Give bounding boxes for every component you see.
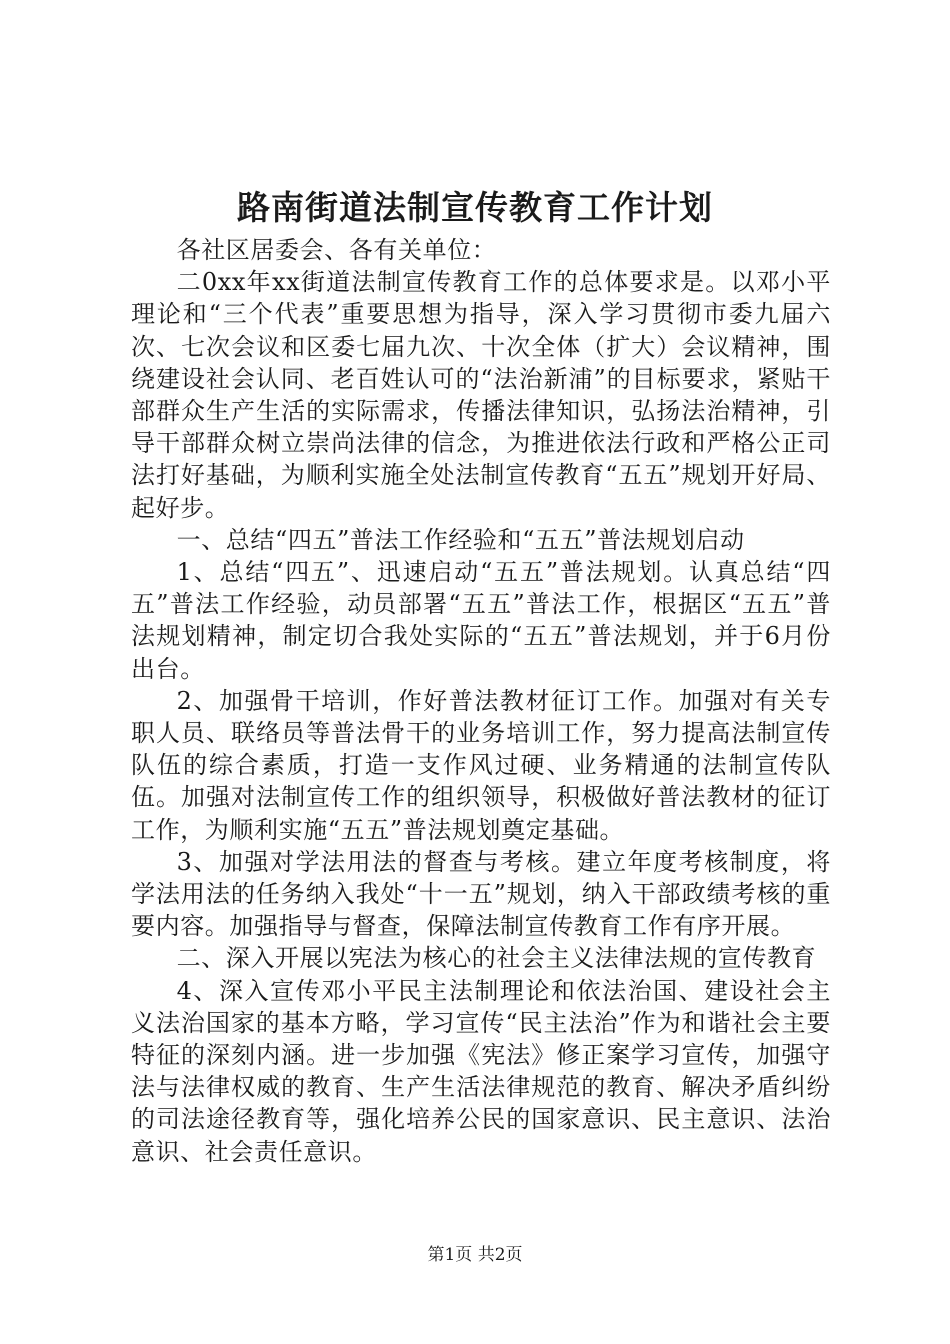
document-title: 路南街道法制宣传教育工作计划: [237, 188, 713, 227]
salutation: 各社区居委会、各有关单位：: [176, 236, 497, 264]
section-heading-1: 一、总结“四五”普法工作经验和“五五”普法规划启动: [176, 525, 745, 554]
paragraph-general-requirements: 二0xx年xx街道法制宣传教育工作的总体要求是。以邓小平理论和“三个代表”重要思想为指导，深入学习贯彻市委九届六次、七次会议和区委七届九次、十次全体（扩大）会议精神，围绕建设社会认同、老百姓认可的“法治新浦”的目标要求，紧贴干部群众生产生活的实际需求，传播法律知识，弘扬法治精神，引导干部群众树立崇尚法律的信念，为推进依法行政和严格公正司法打好基础，为顺利实施全处法制宣传教育“五五”规划开好局、起好步。: [131, 268, 831, 522]
paragraph-item-3: 3、加强对学法用法的督查与考核。建立年度考核制度，将学法用法的任务纳入我处“十一五”规划，纳入干部政绩考核的重要内容。加强指导与督查，保障法制宣传教育工作有序开展。: [131, 847, 831, 941]
paragraph-item-2: 2、加强骨干培训，作好普法教材征订工作。加强对有关专职人员、联络员等普法骨干的业务培训工作，努力提高法制宣传队伍的综合素质，打造一支作风过硬、业务精通的法制宣传队伍。加强对法制宣传工作的组织领导，积极做好普法教材的征订工作，为顺利实施“五五”普法规划奠定基础。: [131, 686, 831, 844]
document-body: [131, 234, 831, 1168]
paragraph-item-4: 4、深入宣传邓小平民主法制理论和依法治国、建设社会主义法治国家的基本方略，学习宣传“民主法治”作为和谐社会主要特征的深刻内涵。进一步加强《宪法》修正案学习宣传，加强守法与法律权威的教育、生产生活法律规范的教育、解决矛盾纠纷的司法途径教育等，强化培养公民的国家意识、民主意识、法治意识、社会责任意识。: [131, 976, 831, 1166]
section-heading-2: 二、深入开展以宪法为核心的社会主义法律法规的宣传教育: [176, 944, 817, 973]
paragraph-item-1: 1、总结“四五”、迅速启动“五五”普法规划。认真总结“四五”普法工作经验，动员部署“五五”普法工作，根据区“五五”普法规划精神，制定切合我处实际的“五五”普法规划，并于6月份出台。: [131, 558, 831, 683]
page-footer: 第1页 共2页: [427, 1245, 523, 1265]
